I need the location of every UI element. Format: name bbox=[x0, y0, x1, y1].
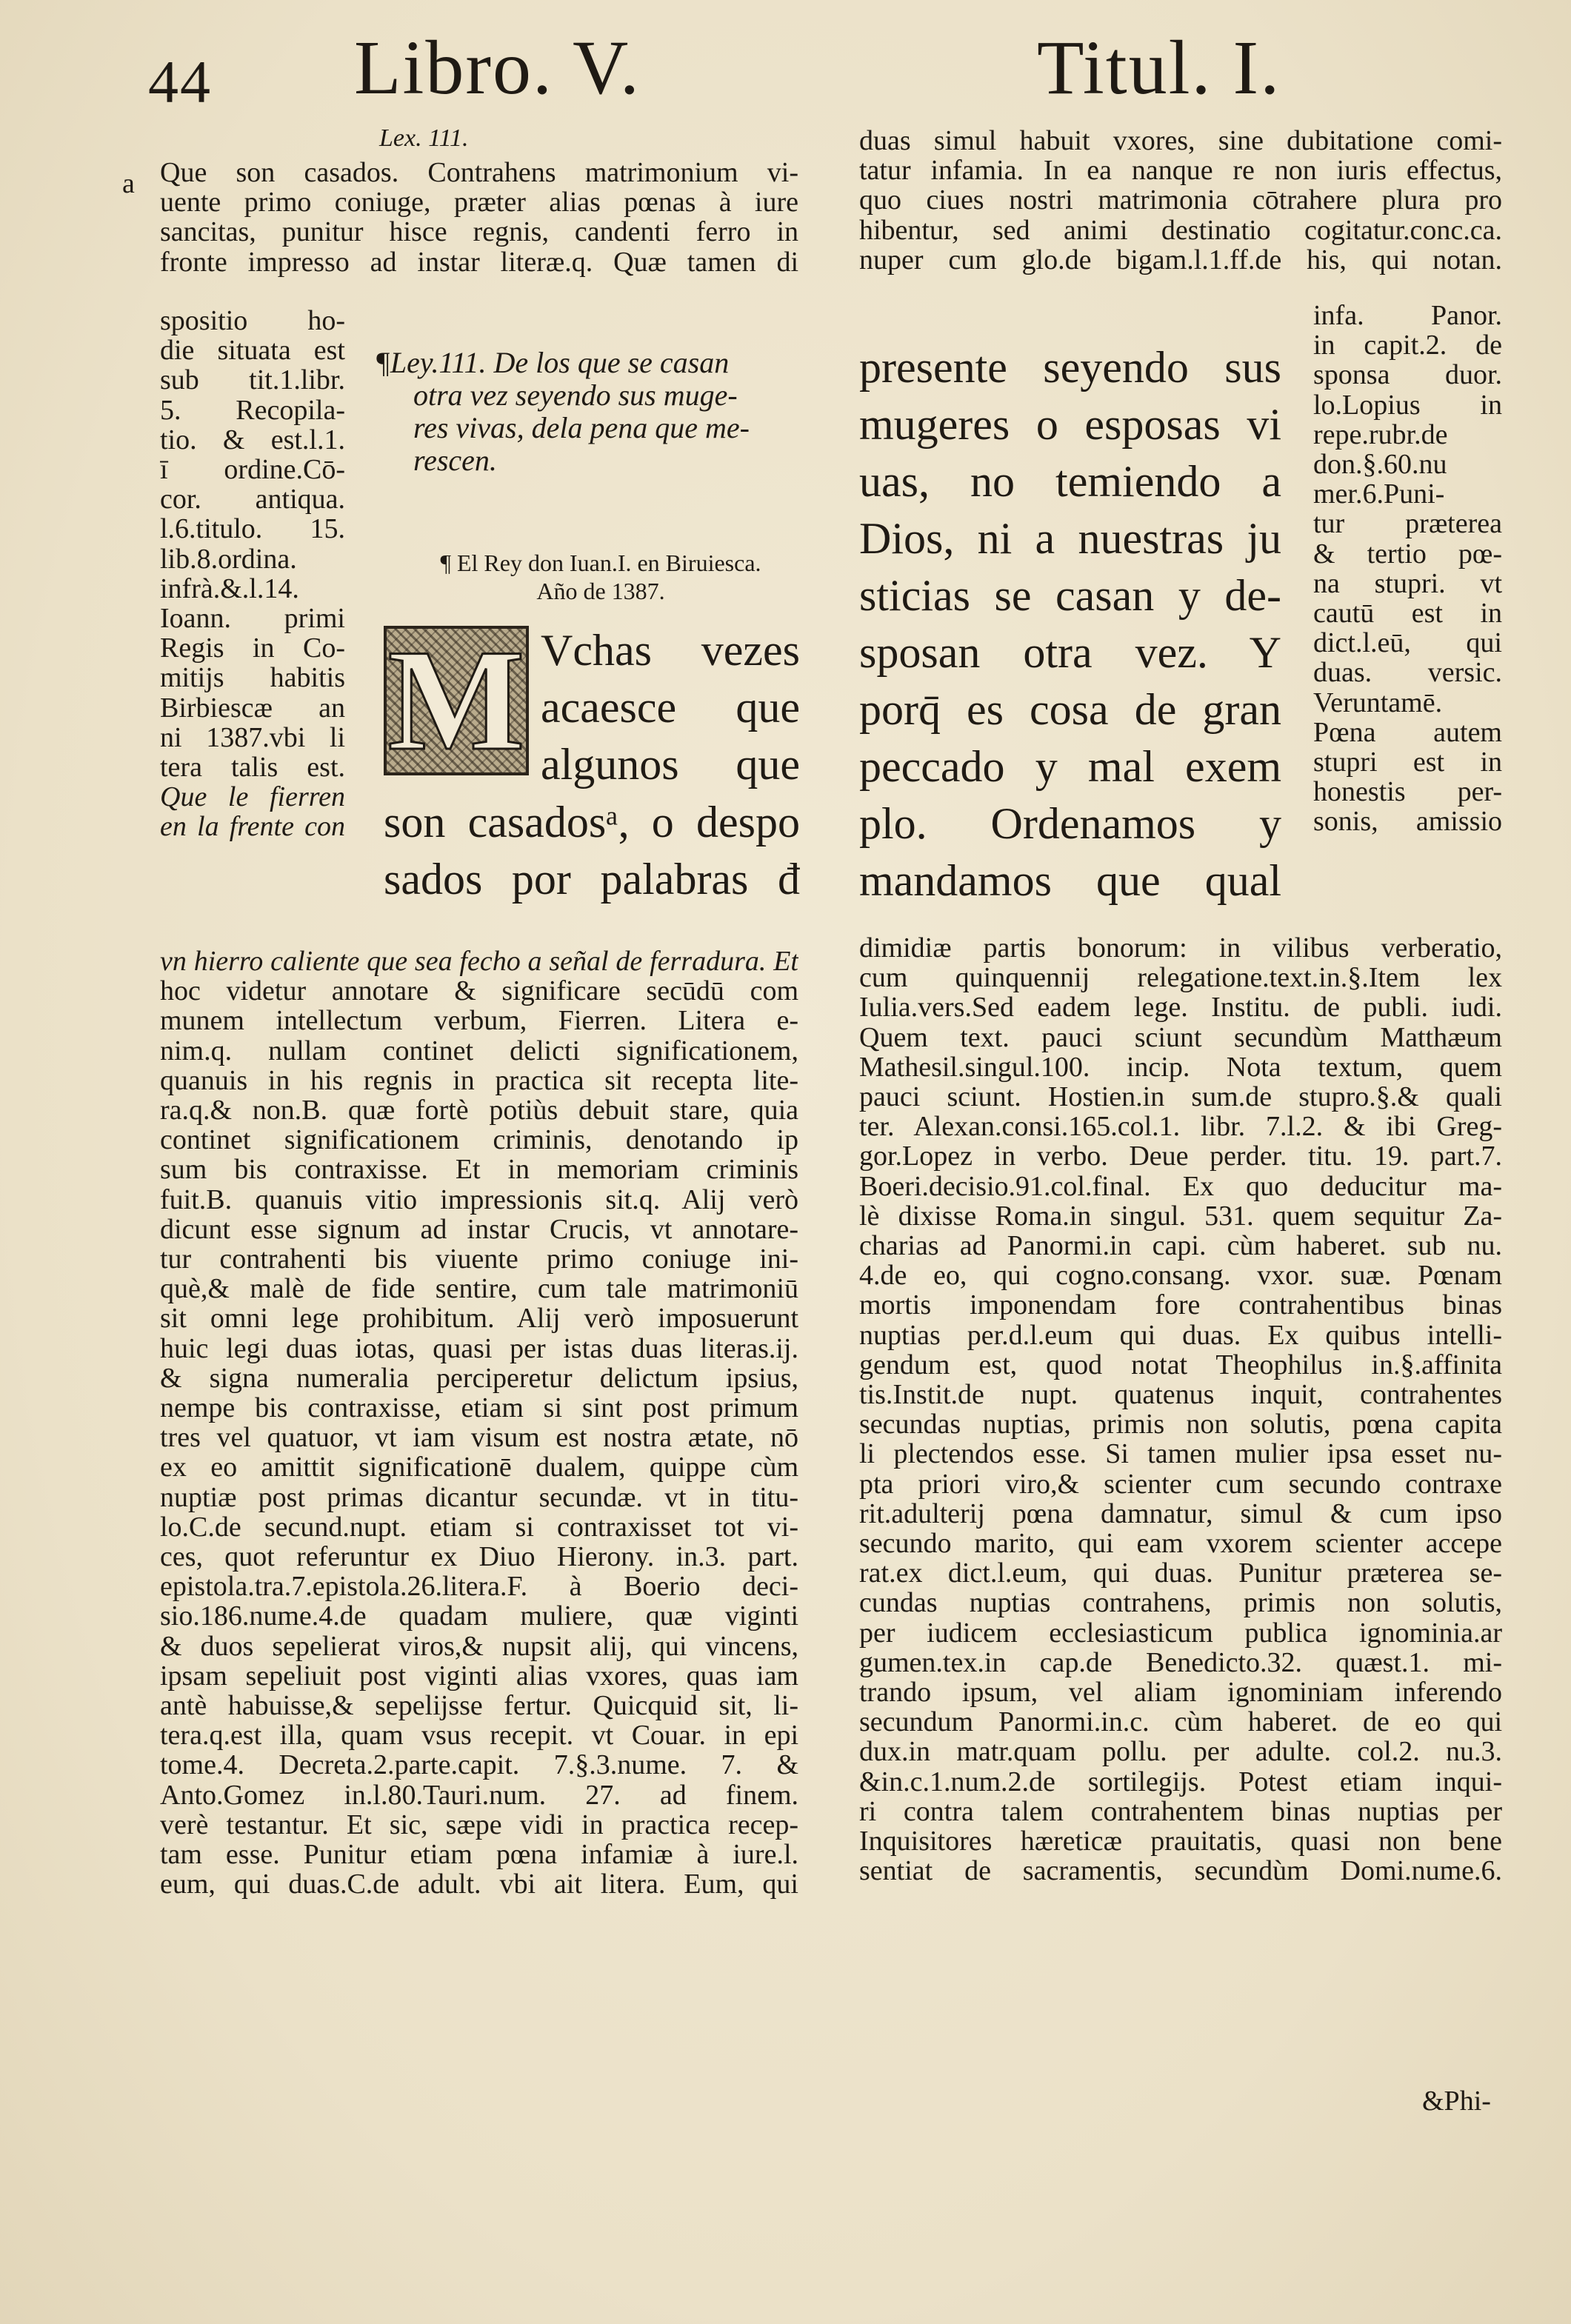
gloss-line: infa. Panor. bbox=[1313, 301, 1502, 331]
gloss-line: 5. Recopila- bbox=[160, 395, 345, 425]
commentary-line: gendum est, quod notat Theophilus in.§.affinita bbox=[859, 1349, 1502, 1380]
commentary-line: ter. Alexan.consi.165.col.1. libr. 7.l.2. & ibi Greg- bbox=[859, 1112, 1502, 1142]
law-text-left bbox=[384, 794, 800, 908]
commentary-line: tome.4. Decreta.2.parte.capit. 7.§.3.nume. 7. & bbox=[160, 1750, 798, 1780]
commentary-line: secundum Panormi.in.c. cùm haberet. de eo qui bbox=[859, 1707, 1502, 1737]
gloss-line: l.6.titulo. 15. bbox=[160, 514, 345, 544]
commentary-line: què,& malè de fide sentire, cum tale matrimoniū bbox=[160, 1274, 798, 1304]
commentary-line: verè testantur. Et sic, sæpe vidi in practica recep- bbox=[160, 1809, 798, 1840]
commentary-line: Inquisitores hæreticæ prauitatis, quasi non bene bbox=[859, 1826, 1502, 1857]
gloss-line: mer.6.Puni- bbox=[1313, 479, 1445, 510]
law-text-right bbox=[859, 339, 1281, 909]
commentary-line: fuit.B. quanuis vitio impressionis sit.q. Alij verò bbox=[160, 1184, 798, 1215]
gloss-line: lo.Lopius in bbox=[1313, 390, 1502, 420]
gloss-line: sub tit.1.libr. bbox=[160, 365, 345, 395]
gloss-line: Ioann. primi bbox=[160, 604, 345, 634]
commentary-line: sit omni lege prohibitum. Alij verò imposuerunt bbox=[160, 1303, 798, 1334]
commentary-line: li plectendos esse. Si tamen mulier ipsa esset nu- bbox=[859, 1439, 1502, 1469]
law-text-line: sposan otra vez. Y bbox=[859, 628, 1281, 677]
law-text-line: Vchas vezes bbox=[541, 626, 800, 675]
commentary-line: Iulia.vers.Sed eadem lege. Institu. de publi. iudi. bbox=[859, 992, 1502, 1023]
commentary-line: continet significationem criminis, denotando ip bbox=[160, 1125, 798, 1155]
gloss-line: repe.rubr.de bbox=[1313, 419, 1448, 450]
rubric-line: rescen. bbox=[413, 444, 497, 477]
left-column-top bbox=[160, 158, 798, 277]
law-text-beside-initial bbox=[541, 622, 800, 793]
commentary-line: ces, quot referuntur ex Diuo Hierony. in.3. part. bbox=[160, 1542, 798, 1572]
right-commentary bbox=[859, 933, 1502, 1886]
gloss-line: cor. antiqua. bbox=[160, 484, 345, 515]
gloss-line: en la frente con bbox=[160, 812, 345, 842]
commentary-line: hoc videtur annotare & significare secūdū com bbox=[160, 976, 798, 1006]
commentary-line: & signa numeralia perciperetur delictum ipsius, bbox=[160, 1363, 798, 1394]
gloss-line: cautū est in bbox=[1313, 598, 1502, 629]
gloss-line: ī ordine.Cō- bbox=[160, 455, 345, 485]
gloss-line: Birbiescæ an bbox=[160, 692, 345, 723]
law-text-line: sticias se casan y de- bbox=[859, 571, 1281, 620]
commentary-line: charias ad Panormi.in capi. cùm haberet. sub nu. bbox=[859, 1231, 1502, 1261]
commentary-line: ex eo amittit significationē dualem, quippe cùm bbox=[160, 1452, 798, 1483]
commentary-line: nim.q. nullam continet delicti significationem, bbox=[160, 1035, 798, 1066]
margin-note-letter: a bbox=[122, 168, 135, 199]
running-title-right: Titul. I. bbox=[1037, 25, 1281, 110]
commentary-line: lo.C.de secund.nupt. etiam si contraxisset tot vi- bbox=[160, 1512, 798, 1543]
decorated-initial bbox=[384, 620, 529, 781]
gloss-line: die situata est bbox=[160, 335, 345, 366]
commentary-line: rit.adulterij pœna damnatur, simul & cum ipso bbox=[859, 1498, 1502, 1529]
gloss-line: Veruntamē. bbox=[1313, 687, 1443, 718]
lex-label: Lex. 111. bbox=[379, 124, 469, 152]
commentary-line: huic legi duas iotas, quasi per istas duas literas.ij. bbox=[160, 1333, 798, 1363]
left-top-line: Que son casados. Contrahens matrimonium vi- bbox=[160, 158, 798, 188]
law-text-line: plo. Ordenamos y bbox=[859, 799, 1281, 848]
gloss-line: Que le fierren bbox=[160, 782, 345, 812]
gloss-line: in capit.2. de bbox=[1313, 330, 1502, 361]
gloss-line: Regis in Co- bbox=[160, 633, 345, 664]
gloss-line: Pœna autem bbox=[1313, 717, 1502, 748]
law-attribution bbox=[397, 549, 804, 605]
commentary-line: munem intellectum verbum, Fierren. Litera e- bbox=[160, 1006, 798, 1036]
left-top-line: fronte impresso ad instar literæ.q. Quæ tamen di bbox=[160, 247, 798, 277]
law-text-line: uas, no temiendo a bbox=[859, 457, 1281, 506]
gloss-line: tera talis est. bbox=[160, 752, 345, 783]
attribution-line: ¶ El Rey don Iuan.I. en Biruiesca. bbox=[440, 550, 761, 576]
law-rubric bbox=[375, 347, 798, 477]
law-text-line: porq̄ es cosa de gran bbox=[859, 685, 1281, 734]
left-commentary bbox=[160, 946, 798, 1900]
gloss-line: & tertio pœ- bbox=[1313, 538, 1502, 569]
commentary-line: 4.de eo, qui cogno.consang. vxor. suæ. Pœnam bbox=[859, 1260, 1502, 1291]
law-text-line: Dios, ni a nuestras ju bbox=[859, 514, 1281, 563]
law-text-line: sados por palabras đ bbox=[384, 855, 800, 904]
law-text-line: mandamos que qual bbox=[859, 856, 1281, 905]
commentary-line: nuptiæ post primas dicantur secundæ. vt in titu- bbox=[160, 1482, 798, 1512]
commentary-line: antè habuisse,& sepelijsse fertur. Quicquid sit, li- bbox=[160, 1691, 798, 1721]
commentary-line: cundas nuptias contrahens, primis non solutis, bbox=[859, 1588, 1502, 1618]
commentary-line: Anto.Gomez in.l.80.Tauri.num. 27. ad finem. bbox=[160, 1780, 798, 1810]
commentary-line: cum quinquennij relegatione.text.in.§.Item lex bbox=[859, 963, 1502, 993]
law-text-line: peccado y mal exem bbox=[859, 742, 1281, 791]
commentary-line: pta priori viro,& scienter cum secundo contraxe bbox=[859, 1469, 1502, 1499]
commentary-line: gor.Lopez in verbo. Deue perder. titu. 19. part.7. bbox=[859, 1141, 1502, 1172]
right-top-line: nuper cum glo.de bigam.l.1.ff.de his, qui notan. bbox=[859, 244, 1502, 276]
right-top-line: duas simul habuit vxores, sine dubitatione comi- bbox=[859, 126, 1502, 156]
commentary-line: per iudicem ecclesiasticum publica ignominia.ar bbox=[859, 1617, 1502, 1648]
right-top-line: tatur infamia. In ea nanque re non iuris effectus, bbox=[859, 156, 1502, 186]
gloss-line: infrà.&.l.14. bbox=[160, 573, 299, 604]
commentary-line: tur contrahenti bis viuente primo coniuge ini- bbox=[160, 1244, 798, 1275]
attribution-line: Año de 1387. bbox=[536, 578, 665, 604]
commentary-line: quanuis in his regnis in practica sit recepta lite- bbox=[160, 1065, 798, 1096]
commentary-line: rat.ex dict.l.eum, qui duas. Punitur præterea se- bbox=[859, 1558, 1502, 1589]
gloss-line: sponsa duor. bbox=[1313, 360, 1502, 390]
rubric-line: res vivas, dela pena que me- bbox=[413, 412, 750, 444]
law-text-line: presente seyendo sus bbox=[859, 343, 1281, 392]
commentary-line: lè dixisse Roma.in singul. 531. quem sequitur Za- bbox=[859, 1201, 1502, 1232]
commentary-line: Mathesil.singul.100. incip. Nota textum, quem bbox=[859, 1052, 1502, 1083]
right-top-line: quo ciues nostri matrimonia cōtrahere plura pro bbox=[859, 185, 1502, 216]
page-number: 44 bbox=[148, 48, 212, 116]
commentary-line: ipsam sepeliuit post viginti alias vxores, quas iam bbox=[160, 1660, 798, 1692]
commentary-line: dicunt esse signum ad instar Crucis, vt annotare- bbox=[160, 1214, 798, 1245]
gloss-line: stupri est in bbox=[1313, 747, 1502, 778]
commentary-line: &in.c.1.num.2.de sortilegijs. Potest etiam inqui- bbox=[859, 1766, 1502, 1797]
commentary-line: secundo marito, qui eam vxorem scienter accepe bbox=[859, 1529, 1502, 1559]
catchword: &Phi- bbox=[1422, 2086, 1491, 2117]
commentary-line: nempe bis contraxisse, etiam si sint post primum bbox=[160, 1393, 798, 1423]
gloss-line: tur præterea bbox=[1313, 509, 1502, 539]
law-text-line: son casadosᵃ, o despo bbox=[384, 798, 800, 847]
commentary-line: sio.186.nume.4.de quadam muliere, quæ viginti bbox=[160, 1601, 798, 1632]
commentary-line: dux.in matr.quam pollu. per adulte. col.2. nu.3. bbox=[859, 1737, 1502, 1767]
commentary-line: Quem text. pauci sciunt secundùm Matthæum bbox=[859, 1022, 1502, 1052]
right-column-top bbox=[859, 126, 1502, 275]
commentary-line: nuptias per.d.l.eum qui duas. Ex quibus intelli- bbox=[859, 1320, 1502, 1350]
commentary-line: ri contra talem contrahentem binas nuptias per bbox=[859, 1796, 1502, 1827]
gloss-line: don.§.60.nu bbox=[1313, 450, 1447, 480]
commentary-line: trando ipsum, vel aliam ignominiam inferendo bbox=[859, 1677, 1502, 1708]
commentary-line: & duos sepelierat viros,& nupsit alij, qui vincens, bbox=[160, 1631, 798, 1661]
commentary-line: tis.Instit.de nupt. quatenus inquit, contrahentes bbox=[859, 1380, 1502, 1410]
commentary-line: dimidiæ partis bonorum: in vilibus verberatio, bbox=[859, 933, 1502, 964]
law-text-line: mugeres o esposas vi bbox=[859, 400, 1281, 449]
commentary-line: Boeri.decisio.91.col.final. Ex quo deducitur ma- bbox=[859, 1171, 1502, 1201]
right-top-line: hibentur, sed animi destinatio cogitatur.conc.ca. bbox=[859, 215, 1502, 245]
commentary-line: secundas nuptias, primis non solutis, pœna capita bbox=[859, 1409, 1502, 1440]
law-text-line: acaesce que bbox=[541, 683, 800, 732]
commentary-line: tres vel quatuor, vt iam visum est nostra ætate, nō bbox=[160, 1423, 798, 1453]
left-top-line: sancitas, punitur hisce regnis, candenti ferro in bbox=[160, 217, 798, 247]
commentary-line: epistola.tra.7.epistola.26.litera.F. à Boerio deci- bbox=[160, 1572, 798, 1602]
rubric-line: ¶Ley.111. De los que se casan bbox=[375, 347, 730, 379]
gloss-line: spositio ho- bbox=[160, 306, 345, 336]
commentary-line: eum, qui duas.C.de adult. vbi ait litera. Eum, qui bbox=[160, 1869, 798, 1900]
commentary-line: gumen.tex.in cap.de Benedicto.32. quæst.1. mi- bbox=[859, 1647, 1502, 1678]
gloss-line: na stupri. vt bbox=[1313, 568, 1502, 599]
left-gloss-column bbox=[160, 306, 345, 842]
rubric-line: otra vez seyendo sus muge- bbox=[413, 379, 738, 412]
commentary-line: pauci sciunt. Hostien.in sum.de stupro.§.& quali bbox=[859, 1082, 1502, 1112]
gloss-line: sonis, amissio bbox=[1313, 807, 1502, 837]
initial-letter: M bbox=[387, 620, 525, 781]
running-title-left: Libro. V. bbox=[354, 25, 641, 110]
gloss-line: honestis per- bbox=[1313, 777, 1502, 807]
gloss-line: tio. & est.l.1. bbox=[160, 424, 345, 455]
right-gloss-column bbox=[1313, 301, 1502, 837]
commentary-line: tera.q.est illa, quam vsus recepit. vt Couar. in epi bbox=[160, 1720, 798, 1751]
commentary-line: sentiat de sacramentis, secundùm Domi.nume.6. bbox=[859, 1856, 1502, 1886]
gloss-line: ni 1387.vbi li bbox=[160, 722, 345, 753]
commentary-line: mortis imponendam fore contrahentibus binas bbox=[859, 1290, 1502, 1320]
commentary-line: vn hierro caliente que sea fecho a señal de ferradura. Et bbox=[160, 946, 798, 977]
commentary-line: tam esse. Punitur etiam pœna infamiæ à iure.l. bbox=[160, 1840, 798, 1870]
commentary-line: sum bis contraxisse. Et in memoriam criminis bbox=[160, 1155, 798, 1185]
gloss-line: mitijs habitis bbox=[160, 663, 345, 693]
gloss-line: duas. versic. bbox=[1313, 658, 1502, 688]
gloss-line: lib.8.ordina. bbox=[160, 544, 297, 574]
left-top-line: uente primo coniuge, præter alias pœnas à iure bbox=[160, 187, 798, 218]
gloss-line: dict.l.eū, qui bbox=[1313, 628, 1502, 658]
commentary-line: ra.q.& non.B. quæ fortè potiùs debuit stare, quia bbox=[160, 1095, 798, 1126]
law-text-line: algunos que bbox=[541, 740, 800, 789]
